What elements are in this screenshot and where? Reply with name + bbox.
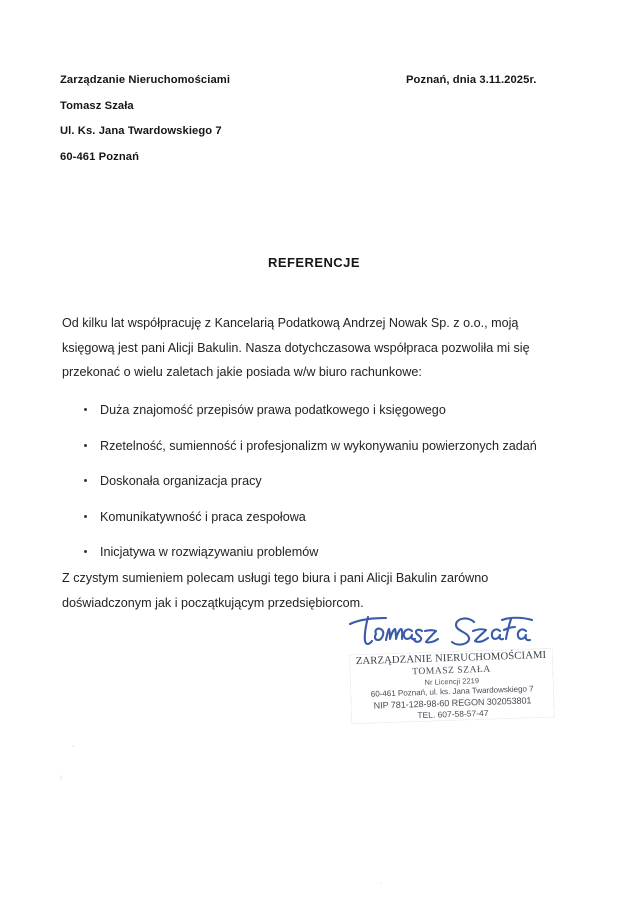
letterhead-line-name: Tomasz Szała [60, 99, 134, 112]
date-line: Poznań, dnia 3.11.2025r. [406, 74, 537, 86]
letterhead-line-city: 60-461 Poznań [60, 150, 140, 163]
list-item [62, 540, 570, 565]
list-item-label: Komunikatywność i praca zespołowa [100, 509, 306, 524]
scan-speckle [60, 775, 62, 780]
scan-speckle [380, 882, 382, 884]
letterhead-line-company: Zarządzanie Nieruchomościami [60, 74, 231, 86]
closing-paragraph: Z czystym sumieniem polecam usługi tego biura i pani Alicji Bakulin zarówno doświadczonym jak i początkującym przedsiębiorcom. [62, 571, 489, 610]
list-item [62, 469, 570, 494]
stamp-line-nip-regon: NIP 781-128-98-60 REGON 302053801 [373, 694, 532, 711]
stamp-line-phone: TEL. 607-58-57-47 [417, 707, 489, 721]
list-item [62, 505, 570, 530]
company-stamp [350, 649, 554, 724]
bullet-icon [84, 550, 87, 553]
list-item-label: Doskonała organizacja pracy [100, 474, 262, 488]
signature-area [340, 608, 580, 738]
bullet-icon [84, 444, 87, 447]
stamp-line-owner: TOMASZ SZAŁA [412, 663, 491, 678]
bullet-icon [84, 408, 87, 411]
list-item-label: Rzetelność, sumienność i profesjonalizm w wykonywaniu powierzonych zadań [100, 438, 537, 453]
page-title: REFERENCJE [268, 255, 360, 270]
list-item [62, 434, 570, 459]
scan-speckle [72, 745, 74, 747]
bullet-icon [84, 479, 87, 482]
list-item-label: Duża znajomość przepisów prawa podatkowego i księgowego [100, 403, 446, 417]
letterhead-line-street: Ul. Ks. Jana Twardowskiego 7 [60, 125, 222, 137]
stamp-line-company: ZARZĄDZANIE NIERUCHOMOŚCIAMI [355, 649, 547, 668]
stamp-line-address: 60-461 Poznań, ul. ks. Jana Twardowskiego 7 [370, 684, 534, 699]
list-item-label: Inicjatywa w rozwiązywaniu problemów [100, 545, 319, 559]
bullet-icon [84, 515, 87, 518]
letterhead-block [60, 68, 390, 170]
benefits-list [62, 398, 570, 565]
list-item [62, 398, 570, 423]
handwritten-signature-icon [346, 608, 536, 656]
stamp-line-license: Nr Licencji 2219 [424, 676, 480, 687]
intro-paragraph: Od kilku lat współpracuję z Kancelarią Podatkową Andrzej Nowak Sp. z o.o., moją księgową jest pani Alicji Bakulin. Nasza dotychczasowa współpraca pozwoliła mi się przekonać o wielu zaletach jakie posiada w/w biuro rachunkowe: [62, 316, 530, 379]
